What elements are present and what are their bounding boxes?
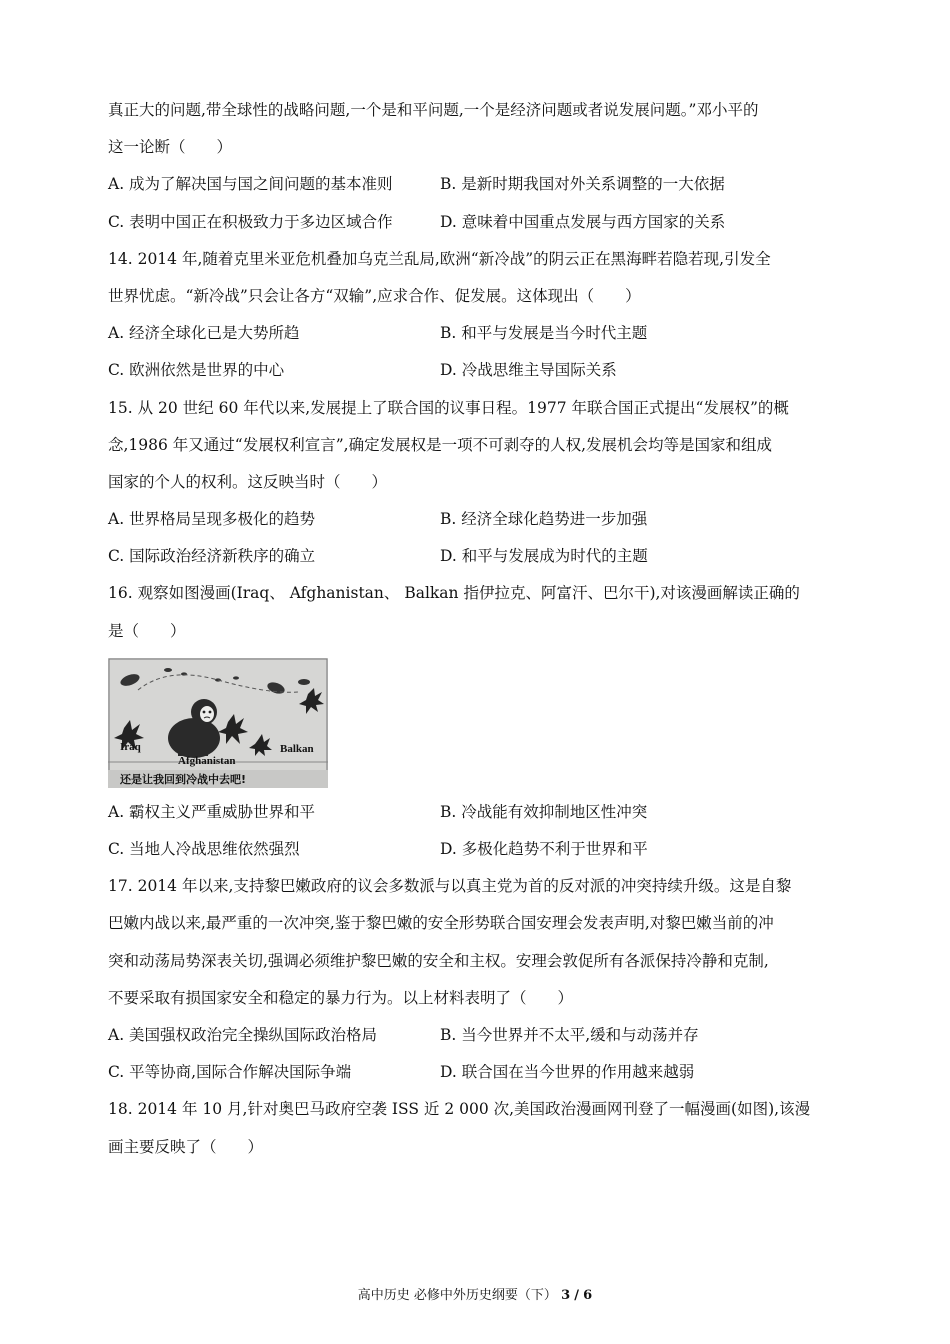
option-a[interactable]: A. 美国强权政治完全操纵国际政治格局 [108,1025,378,1044]
cartoon-image [108,658,328,788]
option-d[interactable]: D. 冷战思维主导国际关系 [440,361,617,380]
bomb [164,668,172,672]
question-18-line: 画主要反映了（ ） [108,1137,264,1156]
label-iraq: Iraq [120,740,141,753]
option-d[interactable]: D. 意味着中国重点发展与西方国家的关系 [440,212,726,231]
question-13-line: 真正大的问题,带全球性的战略问题,一个是和平问题,一个是经济问题或者说发展问题。”邓小平的 [108,101,759,119]
figure-eye [209,710,212,713]
option-b[interactable]: B. 和平与发展是当今时代主题 [440,324,648,343]
option-b[interactable]: B. 经济全球化趋势进一步加强 [440,510,648,529]
question-14-options-row [108,352,844,389]
question-17-line: 17. 2014 年以来,支持黎巴嫩政府的议会多数派与以真主党为首的反对派的冲突持续升级。这是自黎 [108,877,792,896]
option-a[interactable]: A. 经济全球化已是大势所趋 [108,324,300,343]
option-c[interactable]: C. 欧洲依然是世界的中心 [108,361,285,380]
question-16-line: 16. 观察如图漫画(Iraq、 Afghanistan、 Balkan 指伊拉克、阿富汗、巴尔干),对该漫画解读正确的 [108,584,800,603]
question-17-options-row [108,1017,844,1054]
question-14-line: 14. 2014 年,随着克里米亚危机叠加乌克兰乱局,欧洲“新冷战”的阴云正在黑海畔若隐若现,引发全 [108,249,771,268]
footer-subject: 高中历史 必修中外历史纲要（下） [357,1288,557,1303]
option-a[interactable]: A. 世界格局呈现多极化的趋势 [108,510,316,529]
option-d[interactable]: D. 和平与发展成为时代的主题 [440,547,648,566]
option-c[interactable]: C. 平等协商,国际合作解决国际争端 [108,1063,352,1082]
page-footer [0,1284,950,1303]
question-15-options-row [108,501,844,538]
question-15-line: 国家的个人的权利。这反映当时（ ） [108,472,388,491]
option-b[interactable]: B. 冷战能有效抑制地区性冲突 [440,802,648,821]
exam-page [108,92,844,1166]
footer-page-number: 3 [561,1288,571,1303]
question-18 [108,1091,844,1165]
option-d[interactable]: D. 联合国在当今世界的作用越来越弱 [440,1063,695,1082]
option-c[interactable]: C. 表明中国正在积极致力于多边区域合作 [108,212,393,231]
footer-separator: / [574,1288,580,1303]
option-b[interactable]: B. 当今世界并不太平,缓和与动荡并存 [440,1025,699,1044]
question-15-line: 念,1986 年又通过“发展权利宣言”,确定发展权是一项不可剥夺的人权,发展机会均等是国家和组成 [108,435,773,454]
cartoon-background [108,658,328,788]
question-14 [108,241,844,390]
question-16-line: 是（ ） [108,621,186,640]
question-18-line: 18. 2014 年 10 月,针对奥巴马政府空袭 ISS 近 2 000 次,美国政治漫画网刊登了一幅漫画(如图),该漫 [108,1100,811,1119]
question-16 [108,575,844,868]
option-a[interactable]: A. 成为了解决国与国之间问题的基本准则 [108,175,393,194]
question-13-options-row [108,204,844,241]
option-d[interactable]: D. 多极化趋势不利于世界和平 [440,840,648,858]
label-afghanistan: Afghanistan [178,754,236,767]
figure-eye [203,710,206,713]
question-16-options-row [108,831,844,868]
figure-face [200,706,214,722]
question-17 [108,868,844,1091]
question-17-options-row [108,1054,844,1091]
option-a[interactable]: A. 霸权主义严重威胁世界和平 [108,802,316,821]
bomb [215,678,221,681]
question-14-line: 世界忧虑。“新冷战”只会让各方“双输”,应求合作、促发展。这体现出（ ） [108,286,641,305]
option-b[interactable]: B. 是新时期我国对外关系调整的一大依据 [440,175,725,194]
question-17-line: 不要采取有损国家安全和稳定的暴力行为。以上材料表明了（ ） [108,988,574,1007]
question-16-options-row [108,794,844,831]
label-balkan: Balkan [280,742,314,755]
question-13-options-row [108,166,844,203]
question-15 [108,390,844,576]
cartoon-caption: 还是让我回到冷战中去吧! [120,772,247,786]
question-14-options-row [108,315,844,352]
question-17-line: 巴嫩内战以来,最严重的一次冲突,鉴于黎巴嫩的安全形势联合国安理会发表声明,对黎巴嫩当前的冲 [108,914,774,933]
bomb [298,679,310,685]
bomb [233,676,239,679]
question-15-line: 15. 从 20 世纪 60 年代以来,发展提上了联合国的议事日程。1977 年联合国正式提出“发展权”的概 [108,398,789,417]
question-13-line: 这一论断（ ） [108,138,233,157]
footer-total-pages: 6 [583,1288,593,1303]
question-13 [108,92,844,241]
option-c[interactable]: C. 国际政治经济新秩序的确立 [108,547,316,566]
question-17-line: 突和动荡局势深表关切,强调必须维护黎巴嫩的安全和主权。安理会敦促所有各派保持冷静和克制, [108,951,769,970]
cartoon-illustration [108,658,328,788]
question-15-options-row [108,538,844,575]
option-c[interactable]: C. 当地人冷战思维依然强烈 [108,840,300,858]
